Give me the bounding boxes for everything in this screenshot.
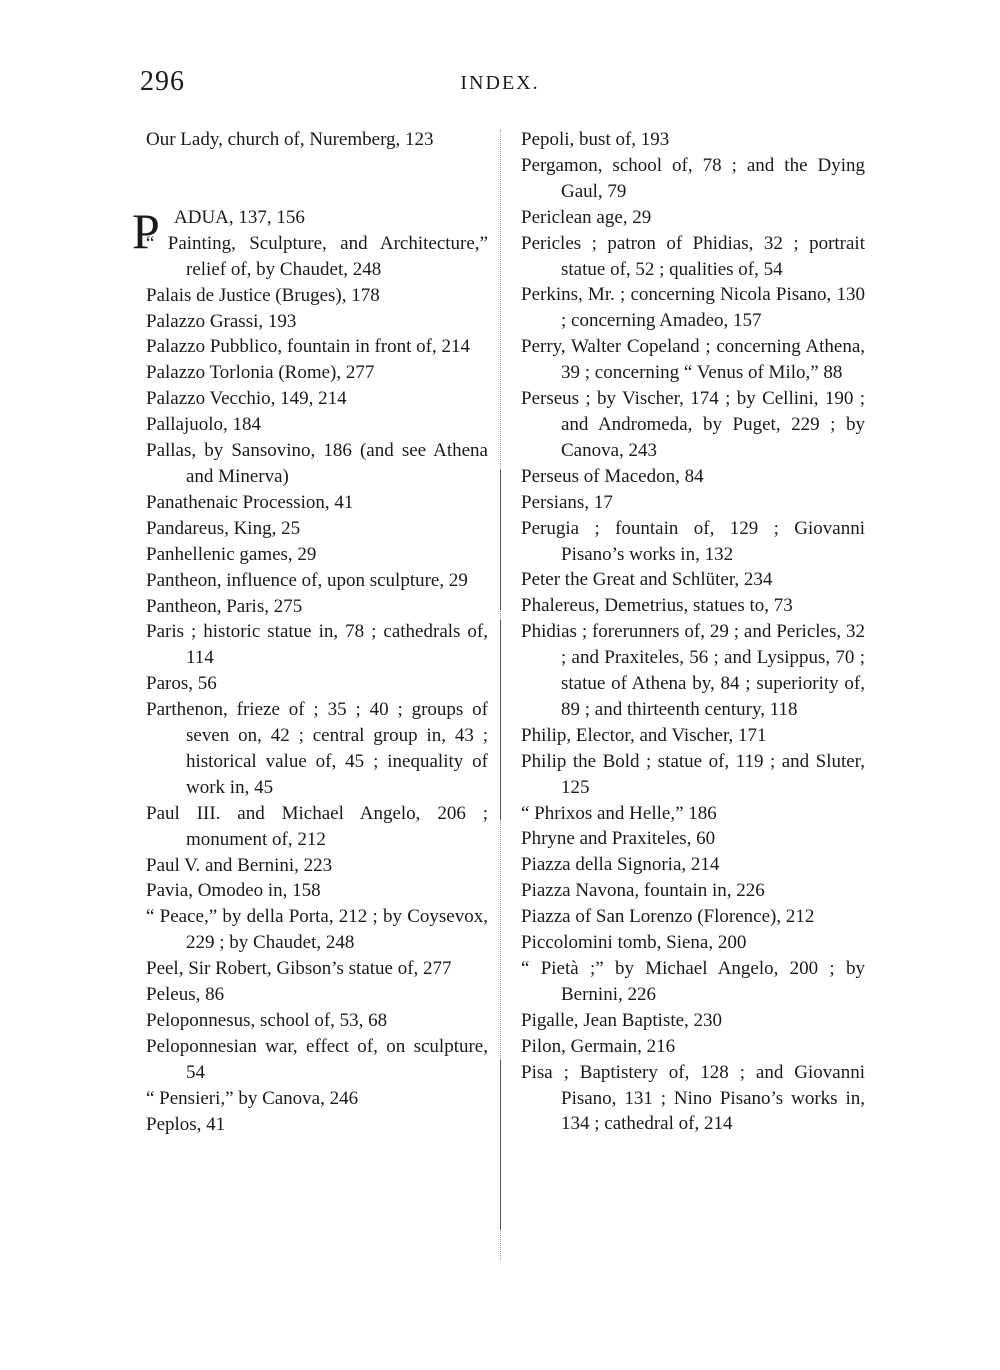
index-entry: Palazzo Grassi, 193: [146, 310, 297, 332]
index-entry: Paul III. and Michael Angelo, 206 ; monument of, 212: [146, 802, 488, 850]
index-entry: “ Pietà ;” by Michael Angelo, 200 ; by Bernini, 226: [521, 958, 865, 1005]
column-rule-segment: [500, 1060, 501, 1230]
index-entry: Perseus of Macedon, 84: [521, 465, 704, 487]
index-entry: “ Painting, Sculpture, and Architecture,” relief of, by Chaudet, 248: [146, 232, 488, 280]
index-entry: Peter the Great and Schlüter, 234: [521, 569, 773, 591]
index-entry: Philip, Elector, and Vischer, 171: [521, 724, 767, 746]
index-entry: Phalereus, Demetrius, statues to, 73: [521, 595, 793, 617]
index-entry-text: ADUA, 137, 156: [174, 206, 305, 228]
index-entry: Peel, Sir Robert, Gibson’s statue of, 277: [146, 958, 452, 980]
index-entry: Persians, 17: [521, 491, 613, 513]
index-entry: Perugia ; fountain of, 129 ; Giovanni Pisano’s works in, 132: [521, 517, 865, 565]
index-entry: Pergamon, school of, 78 ; and the Dying Gaul, 79: [521, 154, 865, 202]
section-gap: [146, 153, 488, 205]
index-entry: Pericles ; patron of Phidias, 32 ; portrait statue of, 52 ; qualities of, 54: [521, 232, 865, 280]
index-entry: Pallajuolo, 184: [146, 414, 262, 436]
index-entry: Pepoli, bust of, 193: [521, 129, 670, 150]
index-entry: Peloponnesian war, effect of, on sculpture, 54: [146, 1035, 488, 1083]
index-entry: Paul V. and Bernini, 223: [146, 854, 333, 876]
index-column-left: [132, 127, 488, 1138]
index-entry: Perry, Walter Copeland ; concerning Athena, 39 ; concerning “ Venus of Milo,” 88: [521, 336, 865, 384]
index-entry: Piccolomini tomb, Siena, 200: [521, 932, 747, 954]
running-head: INDEX.: [460, 72, 540, 94]
index-entry: Pantheon, influence of, upon sculpture, 29: [146, 569, 468, 591]
index-entry: Perseus ; by Vischer, 174 ; by Cellini, 190 ; and Andromeda, by Puget, 229 ; by Canova, 243: [521, 388, 865, 461]
index-entry: Pantheon, Paris, 275: [146, 595, 303, 617]
index-entry: Pavia, Omodeo in, 158: [146, 880, 321, 902]
index-entry: Peplos, 41: [146, 1113, 226, 1135]
index-entry: Perkins, Mr. ; concerning Nicola Pisano, 130 ; concerning Amadeo, 157: [521, 284, 865, 332]
index-entry: Piazza della Signoria, 214: [521, 854, 720, 876]
index-entry: Phryne and Praxiteles, 60: [521, 828, 716, 850]
index-entry: Pilon, Germain, 216: [521, 1035, 676, 1057]
index-entry: Palazzo Pubblico, fountain in front of, 214: [146, 336, 470, 358]
index-entry: Palazzo Torlonia (Rome), 277: [146, 362, 375, 384]
index-entry: “ Pensieri,” by Canova, 246: [146, 1087, 359, 1109]
index-entry: Our Lady, church of, Nuremberg, 123: [146, 129, 434, 150]
index-entry: Peloponnesus, school of, 53, 68: [146, 1010, 388, 1031]
index-entry: Palazzo Vecchio, 149, 214: [146, 388, 347, 410]
index-entry: Pallas, by Sansovino, 186 (and see Athena and Minerva): [146, 440, 488, 487]
index-column-right: [521, 127, 865, 1137]
column-rule-segment: [500, 620, 501, 820]
drop-cap-letter: P: [132, 202, 160, 259]
index-entry: Philip the Bold ; statue of, 119 ; and Sluter, 125: [521, 750, 865, 798]
column-rule-segment: [500, 470, 501, 610]
index-entry: Pisa ; Baptistery of, 128 ; and Giovanni Pisano, 131 ; Nino Pisano’s works in, 134 ; cathedral of, 214: [521, 1061, 865, 1135]
index-entry: Peleus, 86: [146, 984, 225, 1006]
page-number: 296: [140, 66, 185, 97]
index-entry: Pigalle, Jean Baptiste, 230: [521, 1009, 723, 1031]
index-entry: Piazza of San Lorenzo (Florence), 212: [521, 906, 815, 928]
index-entry: Palais de Justice (Bruges), 178: [146, 284, 380, 306]
index-entry: “ Phrixos and Helle,” 186: [521, 802, 717, 824]
index-entry: Piazza Navona, fountain in, 226: [521, 880, 765, 902]
index-entry: Panathenaic Procession, 41: [146, 491, 354, 513]
index-entry: Panhellenic games, 29: [146, 543, 317, 565]
index-entry: Phidias ; forerunners of, 29 ; and Pericles, 32 ; and Praxiteles, 56 ; and Lysippus, 70 ; statue of Athena by, 84 ; superiority of, 89 ; and thirteenth century, 118: [521, 621, 865, 720]
index-entry: Parthenon, frieze of ; 35 ; 40 ; groups of seven on, 42 ; central group in, 43 ; historical value of, 45 ; inequality of work in, 45: [146, 699, 488, 798]
index-entry: Pandareus, King, 25: [146, 517, 301, 539]
index-entry: Paris ; historic statue in, 78 ; cathedrals of, 114: [146, 621, 488, 669]
index-entry: Paros, 56: [146, 673, 217, 695]
index-entry: Periclean age, 29: [521, 206, 652, 228]
index-entry: “ Peace,” by della Porta, 212 ; by Coysevox, 229 ; by Chaudet, 248: [146, 906, 488, 954]
